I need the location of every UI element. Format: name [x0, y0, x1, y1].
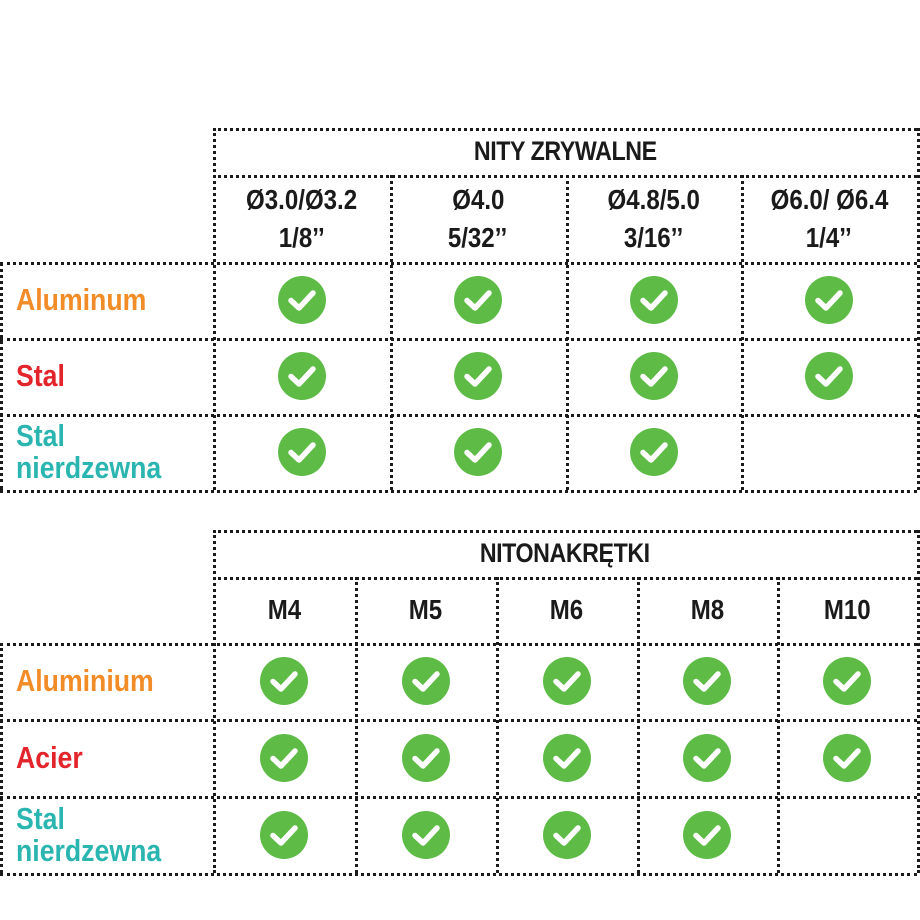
divider — [637, 577, 640, 873]
compat-cell — [355, 643, 496, 719]
divider — [213, 530, 216, 873]
compat-cell — [777, 643, 917, 719]
compat-cell — [355, 719, 496, 796]
check-circle-icon — [454, 276, 502, 324]
compat-cell — [213, 338, 390, 414]
compat-cell — [496, 719, 637, 796]
column-header-line1: M6 — [549, 594, 584, 625]
column-header-line1: M5 — [408, 594, 443, 625]
check-circle-icon — [278, 352, 326, 400]
column-header-line1: Ø4.8/5.0 — [607, 183, 700, 215]
compat-cell — [741, 414, 917, 490]
row-header — [0, 796, 213, 873]
divider — [213, 530, 917, 533]
check-circle-icon — [402, 657, 450, 705]
check-circle-icon — [543, 734, 591, 782]
column-header-line1: Ø6.0/ Ø6.4 — [770, 183, 888, 215]
compat-cell — [390, 414, 566, 490]
check-circle-icon — [805, 352, 853, 400]
column-header — [741, 175, 917, 262]
divider — [0, 338, 917, 341]
column-header — [390, 175, 566, 262]
compat-cell — [637, 643, 777, 719]
column-header — [213, 175, 390, 262]
divider — [0, 490, 917, 493]
check-circle-icon — [402, 734, 450, 782]
compat-cell — [496, 643, 637, 719]
divider — [566, 175, 569, 490]
divider — [355, 577, 358, 873]
row-label-line2: nierdzewna — [16, 832, 162, 868]
compat-cell — [213, 262, 390, 338]
column-header-line1: Ø3.0/Ø3.2 — [245, 183, 358, 215]
check-circle-icon — [823, 734, 871, 782]
divider — [0, 262, 917, 265]
column-header — [566, 175, 741, 262]
column-header — [355, 577, 496, 643]
check-circle-icon — [683, 811, 731, 859]
row-label-line1: Stal — [16, 358, 65, 393]
check-circle-icon — [543, 811, 591, 859]
compat-cell — [355, 796, 496, 873]
column-header — [213, 577, 355, 643]
column-header-line1: M10 — [823, 594, 871, 625]
row-label-line1: Aluminum — [16, 282, 147, 317]
column-header-line2: 1/8’’ — [278, 221, 325, 253]
column-header-line2: 5/32’’ — [448, 221, 508, 253]
divider — [213, 128, 917, 131]
divider — [741, 175, 744, 490]
compat-cell — [777, 719, 917, 796]
divider — [0, 414, 917, 417]
check-circle-icon — [402, 811, 450, 859]
check-circle-icon — [683, 657, 731, 705]
check-circle-icon — [630, 428, 678, 476]
divider — [213, 128, 216, 490]
divider — [213, 175, 917, 178]
table-title — [213, 128, 917, 175]
compat-cell — [637, 796, 777, 873]
row-header — [0, 719, 213, 796]
compat-cell — [566, 262, 741, 338]
check-circle-icon — [683, 734, 731, 782]
column-header — [777, 577, 917, 643]
table-title-text: NITY ZRYWALNE — [473, 136, 657, 166]
check-circle-icon — [260, 734, 308, 782]
column-header-line2: 1/4’’ — [806, 221, 852, 253]
column-header — [496, 577, 637, 643]
table-title — [213, 530, 917, 577]
check-circle-icon — [454, 352, 502, 400]
column-header — [637, 577, 777, 643]
check-circle-icon — [543, 657, 591, 705]
row-label-line2: nierdzewna — [16, 450, 162, 485]
compat-cell — [213, 414, 390, 490]
divider — [390, 175, 393, 490]
row-label-line1: Stal — [16, 418, 65, 453]
divider — [0, 873, 917, 876]
row-header — [0, 643, 213, 719]
compat-cell — [777, 796, 917, 873]
compat-cell — [566, 414, 741, 490]
row-header — [0, 338, 213, 414]
divider — [0, 643, 3, 873]
check-circle-icon — [630, 276, 678, 324]
divider — [777, 577, 780, 873]
column-header-line1: M4 — [267, 594, 301, 625]
compat-cell — [566, 338, 741, 414]
divider — [496, 577, 499, 873]
compat-cell — [390, 338, 566, 414]
row-label-line1: Stal — [16, 800, 65, 836]
compat-cell — [213, 719, 355, 796]
column-header-line1: Ø4.0 — [451, 183, 505, 215]
divider — [213, 577, 917, 580]
column-header-line1: M8 — [690, 594, 724, 625]
compat-cell — [496, 796, 637, 873]
check-circle-icon — [630, 352, 678, 400]
check-circle-icon — [278, 428, 326, 476]
compat-cell — [390, 262, 566, 338]
compat-cell — [213, 643, 355, 719]
check-circle-icon — [823, 657, 871, 705]
row-label-line1: Aluminium — [16, 663, 154, 698]
compat-cell — [213, 796, 355, 873]
row-header — [0, 414, 213, 490]
compat-cell — [741, 262, 917, 338]
check-circle-icon — [260, 657, 308, 705]
row-header — [0, 262, 213, 338]
column-header-line2: 3/16’’ — [623, 221, 684, 253]
row-label-line1: Acier — [16, 739, 83, 775]
compat-cell — [637, 719, 777, 796]
check-circle-icon — [260, 811, 308, 859]
compat-cell — [741, 338, 917, 414]
check-circle-icon — [278, 276, 326, 324]
check-circle-icon — [454, 428, 502, 476]
table-title-text: NITONAKRĘTKI — [480, 538, 650, 568]
divider — [0, 262, 3, 490]
check-circle-icon — [805, 276, 853, 324]
